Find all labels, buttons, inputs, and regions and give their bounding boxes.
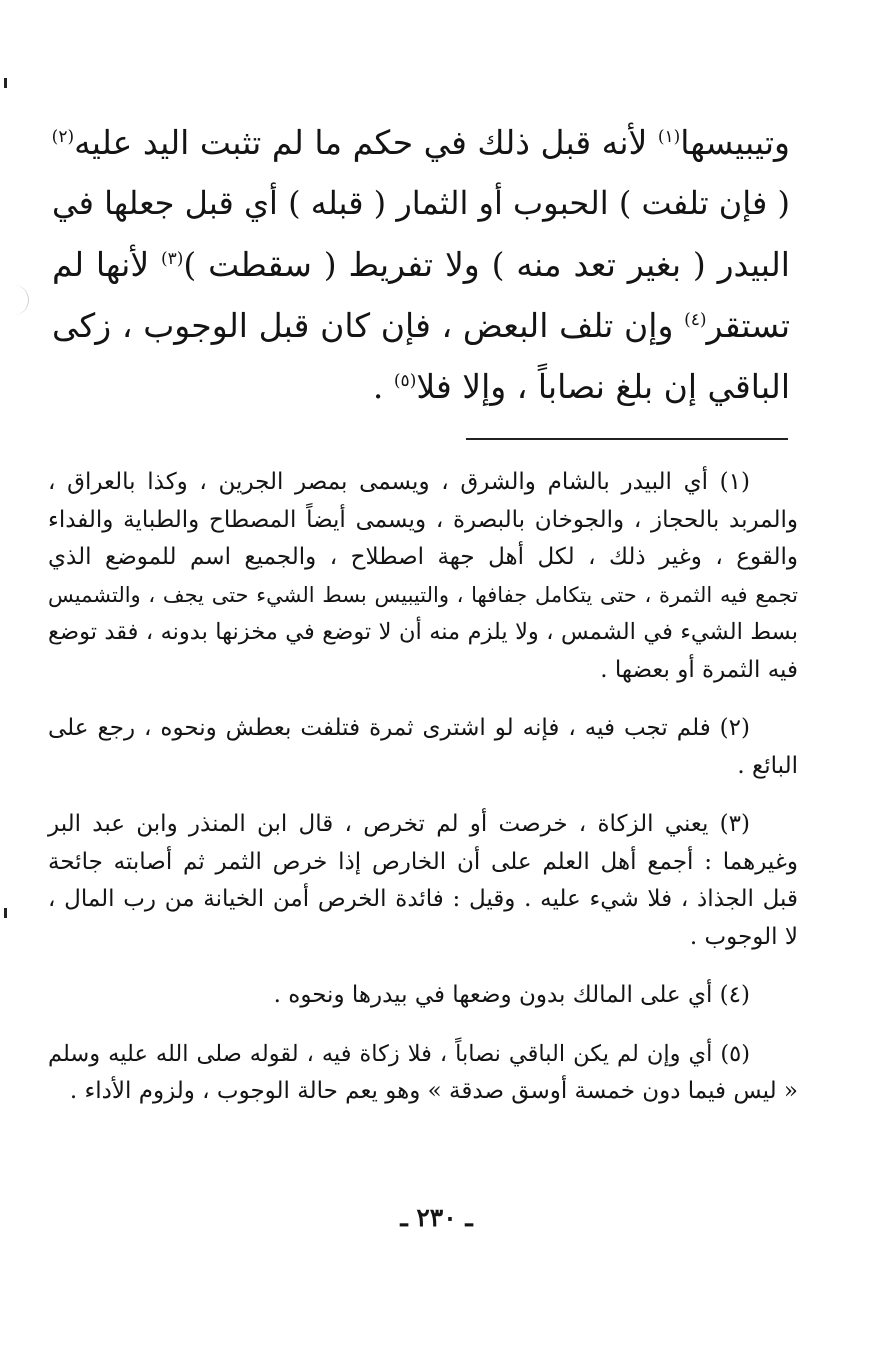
text-run: لأنه قبل ذلك في حكم ما لم تثبت اليد عليه [74,123,658,162]
page-curl-shadow [0,285,29,315]
footnote-separator [466,438,788,440]
main-text-line [52,356,790,417]
footnote-line: تجمع فيه الثمرة ، حتى يتكامل جفافها ، والتيبيس بسط الشيء حتى يجف ، والتشميس [48,582,798,607]
footnote-5 [48,1036,798,1111]
text-run: البيدر ( بغير تعد منه ) ولا تفريط ( سقطت ) [183,245,790,284]
footnote-line: والمربد بالحجاز ، والجوخان بالبصرة ، ويسمى أيضاً المصطاح والطباية والفداء [48,506,798,533]
footnote-4 [48,977,798,1015]
footnote-line: قبل الجذاذ ، فلا شيء عليه . وقيل : فائدة الخرص أمن الخيانة من رب المال ، [48,886,798,912]
footnote-line: « ليس فيما دون خمسة أوسق صدقة » وهو يعم حالة الوجوب ، ولزوم الأداء . [69,1078,798,1104]
text-run: تستقر [706,306,790,345]
text-run: ( فإن تلفت ) الحبوب أو الثمار ( قبله ) أي قبل جعلها في [52,184,791,222]
page-number: ـ ٢٣٠ ـ [400,1203,473,1232]
footnote-reference: (٤) [684,310,707,330]
main-text-block [52,112,790,417]
footnote-reference: (٣) [160,249,184,269]
main-text-line [52,295,790,356]
text-run: وتيبيسها [680,123,790,162]
text-run: لأنها لم [52,245,161,284]
footnote-line: البائع . [737,752,798,779]
main-text-line [52,112,790,173]
main-text-line [52,234,790,295]
footnote-line: والقوع ، وغير ذلك ، لكل أهل جهة اصطلاح ، والجميع اسم للموضع الذي [48,544,798,570]
text-run: وإن تلف البعض ، فإن كان قبل الوجوب ، زكى [52,306,685,345]
footnote-3 [48,806,798,956]
main-text-line [52,173,790,234]
footnote-line: بسط الشيء في الشمس ، ولا يلزم منه أن لا توضع في مخزنها بدونه ، فقد توضع [48,619,798,645]
footnote-line: (٣) يعني الزكاة ، خرصت أو لم تخرص ، قال ابن المنذر وابن عبد البر [48,811,750,837]
scan-edge-mark [4,908,7,918]
scan-edge-mark [4,78,7,88]
footnote-reference: (١) [657,127,681,147]
footnotes-section [48,464,798,1132]
footnote-line: (٥) أي وإن لم يكن الباقي نصاباً ، فلا زكاة فيه ، لقوله صلى الله عليه وسلم [48,1040,750,1067]
footnote-line: وغيرهما : أجمع أهل العلم على أن الخارص إذا خرص الثمر ثم أصابته جائحة [48,848,798,875]
footnote-line: لا الوجوب . [689,923,798,950]
footnote-1 [48,464,798,689]
footnote-line: (٤) أي على المالك بدون وضعها في بيدرها ونحوه . [273,982,750,1008]
footnote-line: (١) أي البيدر بالشام والشرق ، ويسمى بمصر الجرين ، وكذا بالعراق ، [48,469,750,495]
footnote-reference: (٢) [51,127,75,147]
footnote-reference: (٥) [393,371,417,391]
footnote-2 [48,710,798,785]
text-run: . [372,367,394,406]
footnote-line: فيه الثمرة أو بعضها . [600,656,798,683]
footnote-line: (٢) فلم تجب فيه ، فإنه لو اشترى ثمرة فتلفت بعطش ونحوه ، رجع على [48,715,750,741]
text-run: الباقي إن بلغ نصاباً ، وإلا فلا [416,367,790,406]
